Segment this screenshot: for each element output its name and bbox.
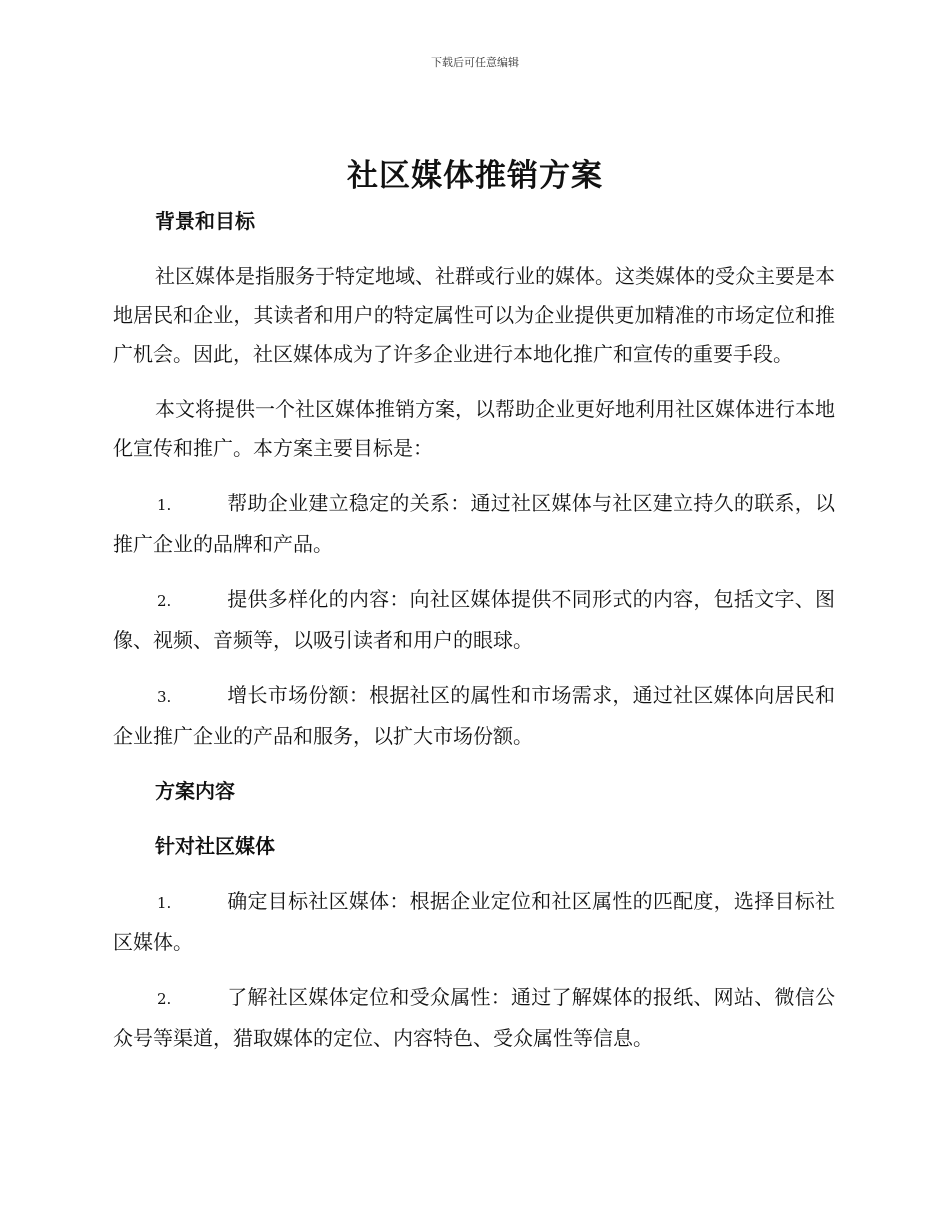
list-item	[113, 978, 835, 1058]
list-item-text: 了解社区媒体定位和受众属性：通过了解媒体的报纸、网站、微信公众号等渠道，猎取媒体的定位、内容特色、受众属性等信息。	[113, 985, 835, 1050]
list-item	[113, 882, 835, 962]
list-item	[113, 580, 835, 660]
list-number: 1.	[157, 496, 172, 514]
section-heading-target: 针对社区媒体	[155, 834, 275, 858]
list-item-text: 增长市场份额：根据社区的属性和市场需求，通过社区媒体向居民和企业推广企业的产品和服务，以扩大市场份额。	[113, 683, 835, 748]
list-item-text: 提供多样化的内容：向社区媒体提供不同形式的内容，包括文字、图像、视频、音频等，以吸引读者和用户的眼球。	[113, 587, 835, 652]
header-note: 下载后可任意编辑	[431, 56, 519, 69]
page-title: 社区媒体推销方案	[347, 158, 603, 194]
section-heading-plan: 方案内容	[155, 779, 235, 803]
paragraph: 本文将提供一个社区媒体推销方案，以帮助企业更好地利用社区媒体进行本地化宣传和推广。本方案主要目标是：	[113, 397, 835, 460]
list-number: 1.	[157, 894, 172, 912]
section-heading-background: 背景和目标	[155, 209, 255, 233]
list-number: 3.	[157, 688, 172, 706]
list-item	[113, 676, 835, 756]
paragraph: 社区媒体是指服务于特定地域、社群或行业的媒体。这类媒体的受众主要是本地居民和企业，其读者和用户的特定属性可以为企业提供更加精准的市场定位和推广机会。因此，社区媒体成为了许多企业进行本地化推广和宣传的重要手段。	[113, 264, 835, 366]
list-item	[113, 484, 835, 564]
list-number: 2.	[157, 592, 172, 610]
list-number: 2.	[157, 990, 172, 1008]
document-body	[113, 202, 835, 1074]
list-item-text: 帮助企业建立稳定的关系：通过社区媒体与社区建立持久的联系，以推广企业的品牌和产品。	[113, 491, 835, 556]
list-item-text: 确定目标社区媒体：根据企业定位和社区属性的匹配度，选择目标社区媒体。	[113, 889, 835, 954]
